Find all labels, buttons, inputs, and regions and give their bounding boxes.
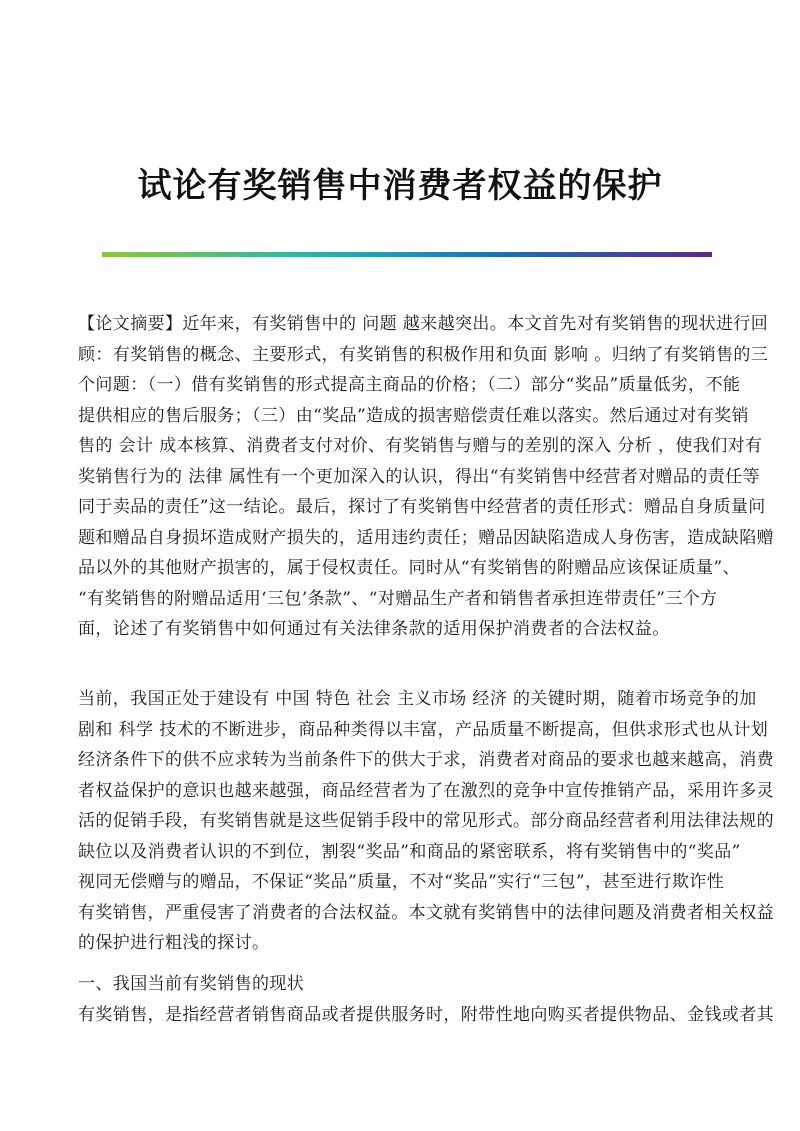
abstract-line: “有奖销售的附赠品适用‘三包’条款”、“对赠品生产者和销售者承担连带责任”三个方 bbox=[78, 588, 718, 609]
intro-line: 有奖销售，严重侵害了消费者的合法权益。本文就有奖销售中的法律问题及消费者相关权益 bbox=[78, 902, 774, 923]
intro-line: 经济条件下的供不应求转为当前条件下的供大于求，消费者对商品的要求也越来越高，消费 bbox=[78, 750, 774, 770]
intro-line: 活的促销手段，有奖销售就是这些促销手段中的常见形式。部分商品经营者利用法律法规的 bbox=[78, 811, 774, 831]
intro-line: 剧和 科学 技术的不断进步，商品种类得以丰富，产品质量不断提高，但供求形式也从计划 bbox=[78, 719, 769, 740]
abstract-paragraph bbox=[78, 309, 774, 645]
intro-line: 缺位以及消费者认识的不到位，割裂“奖品”和商品的紧密联系，将有奖销售中的“奖品” bbox=[78, 841, 741, 862]
intro-line: 当前，我国正处于建设有 中国 特色 社会 主义市场 经济 的关键时期，随着市场竞争的加 bbox=[78, 689, 757, 709]
abstract-line: 顾：有奖销售的概念、主要形式，有奖销售的积极作用和负面 影响 。归纳了有奖销售的三 bbox=[78, 344, 769, 365]
section-paragraph bbox=[78, 1000, 774, 1031]
intro-paragraph bbox=[78, 684, 774, 959]
intro-line: 的保护进行粗浅的探讨。 bbox=[78, 933, 270, 953]
section-heading bbox=[78, 969, 724, 1000]
abstract-line: 品以外的其他财产损害的，属于侵权责任。同时从“有奖销售的附赠品应该保证质量”、 bbox=[78, 558, 740, 578]
title-divider bbox=[102, 252, 712, 257]
abstract-line: 面，论述了有奖销售中如何通过有关法律条款的适用保护消费者的合法权益。 bbox=[78, 619, 670, 639]
document-title: 试论有奖销售中消费者权益的保护 bbox=[137, 166, 663, 206]
abstract-line: 【论文摘要】近年来，有奖销售中的 问题 越来越突出。本文首先对有奖销售的现状进行回 bbox=[78, 314, 769, 334]
abstract-line: 个问题：（一）借有奖销售的形式提高主商品的价格；（二）部分“奖品”质量低劣，不能 bbox=[78, 375, 741, 395]
intro-line: 视同无偿赠与的赠品，不保证“奖品”质量，不对“奖品”实行“三包”，甚至进行欺诈性 bbox=[78, 872, 725, 892]
abstract-line: 提供相应的售后服务；（三）由“奖品”造成的损害赔偿责任难以落实。然后通过对有奖销 bbox=[78, 405, 749, 426]
intro-line: 者权益保护的意识也越来越强，商品经营者为了在激烈的竞争中宣传推销产品，采用许多灵 bbox=[78, 780, 774, 801]
abstract-line: 奖销售行为的 法律 属性有一个更加深入的认识，得出“有奖销售中经营者对赠品的责任等 bbox=[78, 466, 760, 487]
section-heading-text: 一、我国当前有奖销售的现状 bbox=[78, 974, 305, 994]
abstract-line: 售的 会计 成本核算、消费者支付对价、有奖销售与赠与的差别的深入 分析 ，使我们对有 bbox=[78, 436, 763, 456]
section-line: 有奖销售，是指经营者销售商品或者提供服务时，附带性地向购买者提供物品、金钱或者其 bbox=[78, 1005, 774, 1025]
abstract-line: 题和赠品自身损坏造成财产损失的，适用违约责任；赠品因缺陷造成人身伤害，造成缺陷赠 bbox=[78, 527, 774, 548]
abstract-line: 同于卖品的责任”这一结论。最后，探讨了有奖销售中经营者的责任形式：赠品自身质量问 bbox=[78, 497, 766, 517]
